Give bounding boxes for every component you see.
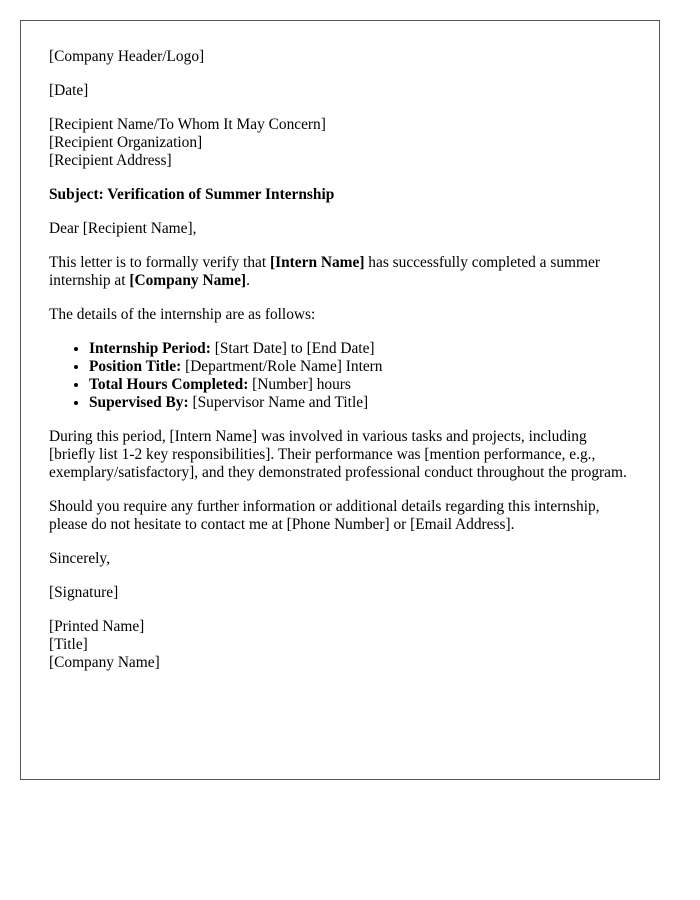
detail-value: [Department/Role Name] Intern	[181, 358, 383, 375]
intro-text-1: This letter is to formally verify that	[49, 254, 270, 271]
detail-value: [Start Date] to [End Date]	[210, 340, 375, 357]
recipient-address: [Recipient Address]	[49, 152, 172, 169]
signer-company: [Company Name]	[49, 654, 160, 671]
intro-text-3: .	[246, 272, 250, 289]
detail-label: Internship Period:	[89, 340, 211, 357]
details-intro: The details of the internship are as follows:	[49, 306, 316, 323]
detail-total-hours	[89, 376, 631, 394]
recipient-name: [Recipient Name/To Whom It May Concern]	[49, 116, 326, 133]
subject-line: Subject: Verification of Summer Internship	[49, 186, 335, 203]
detail-value: [Supervisor Name and Title]	[188, 394, 369, 411]
recipient-block	[49, 116, 631, 170]
detail-position-title	[89, 358, 631, 376]
signer-title: [Title]	[49, 636, 88, 653]
detail-internship-period	[89, 340, 631, 358]
contact-paragraph: Should you require any further information or additional details regarding this internship, please do not hesitate to contact me at [Phone Number] or [Email Address].	[49, 498, 600, 533]
detail-label: Position Title:	[89, 358, 182, 375]
company-name-placeholder: [Company Name]	[129, 272, 247, 289]
intro-text-2: has successfully completed a summer internship at	[49, 254, 600, 289]
recipient-organization: [Recipient Organization]	[49, 134, 203, 151]
intern-name-placeholder: [Intern Name]	[269, 254, 365, 271]
signature-placeholder: [Signature]	[49, 584, 119, 601]
internship-details-list	[49, 340, 631, 412]
detail-label: Supervised By:	[89, 394, 189, 411]
letter-page	[20, 20, 660, 780]
intro-paragraph	[49, 254, 631, 290]
company-header-logo: [Company Header/Logo]	[49, 48, 205, 65]
signer-block	[49, 618, 631, 672]
salutation: Dear [Recipient Name],	[49, 220, 197, 237]
performance-paragraph: During this period, [Intern Name] was involved in various tasks and projects, including [briefly list 1-2 key responsibilities]. Their performance was [mention performance, e.g., exemplary/satisfactory], and they demonstrated professional conduct throughout the program.	[49, 428, 627, 481]
detail-supervised-by	[89, 394, 631, 412]
detail-value: [Number] hours	[248, 376, 351, 393]
signer-printed-name: [Printed Name]	[49, 618, 145, 635]
detail-label: Total Hours Completed:	[89, 376, 249, 393]
closing: Sincerely,	[49, 550, 110, 567]
letter-date: [Date]	[49, 82, 89, 99]
